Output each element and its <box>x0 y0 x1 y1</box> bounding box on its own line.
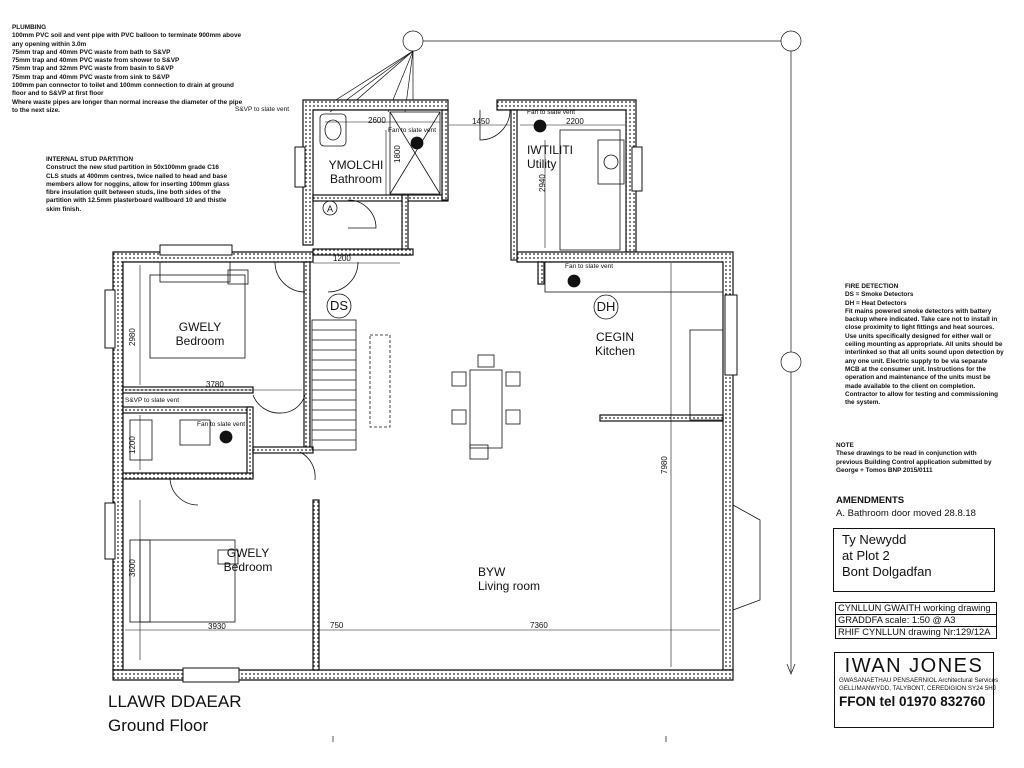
note-line: 100mm pan connector to toilet and 100mm connection to drain at ground <box>12 82 234 90</box>
note-line: Fit mains powered smoke detectors with battery <box>845 307 992 315</box>
room-name-welsh: BYW <box>478 565 506 579</box>
dimension-label: 2980 <box>128 328 137 346</box>
amendment-marker: A <box>327 204 334 214</box>
dimension-label: 750 <box>330 621 344 630</box>
note-line: 75mm trap and 40mm PVC waste from sink to S&VP <box>12 73 170 81</box>
dimension-label: 1200 <box>128 436 137 454</box>
note-line: members allow for noggins, allow for inserting 100mm glass <box>46 180 230 188</box>
note-line: DS = Smoke Detectors <box>845 291 914 299</box>
architect-phone: FFON tel 01970 832760 <box>839 694 986 709</box>
room-label-bedroom-2 <box>218 546 278 574</box>
dimension-label: 1800 <box>393 145 402 163</box>
room-name-welsh: IWTILITI <box>527 143 573 157</box>
note-line: Use units specifically designed for either wall or <box>845 332 992 340</box>
floor-title-english: Ground Floor <box>108 716 209 735</box>
stud-partition-note <box>46 156 246 214</box>
note-line: 100mm PVC soil and vent pipe with PVC balloon to terminate 900mm above <box>12 32 242 40</box>
smoke-detector-label: DS <box>329 298 349 313</box>
drawing-scale: GRADDFA scale: 1:50 @ A3 <box>836 615 996 627</box>
room-name-welsh: GWELY <box>178 320 222 334</box>
note-line: These drawings to be read in conjunction with <box>836 450 977 458</box>
room-name-english: Living room <box>478 579 541 593</box>
note-line: MCB at the consumer unit. Instructions for the <box>845 365 986 373</box>
project-line: Ty Newydd <box>842 532 907 547</box>
svp-label: S&VP to slate vent <box>235 106 290 113</box>
amendment-item: A. Bathroom door moved 28.8.18 <box>836 508 976 519</box>
room-label-bedroom-1 <box>170 320 230 348</box>
note-line: 75mm trap and 32mm PVC waste from basin to S&VP <box>12 65 174 73</box>
stairs <box>312 320 390 450</box>
note-line: DH = Heat Detectors <box>845 299 907 307</box>
room-name-welsh: YMOLCHI <box>328 158 384 172</box>
doors <box>170 110 760 610</box>
note-line: ceiling mounting as appropriate. All units should be <box>845 341 1003 349</box>
note-line: George + Tomos BNP 2015/0111 <box>836 466 933 474</box>
room-name-english: Bedroom <box>175 334 225 348</box>
fan-label: Fan to slate vent <box>197 421 246 428</box>
fire-detection-note <box>845 283 1020 407</box>
dimension-label: 1200 <box>333 254 351 263</box>
note-line: operation and maintenance of the units must be <box>845 374 991 382</box>
amendments-heading: AMENDMENTS <box>836 495 905 506</box>
room-name-welsh: CEGIN <box>595 330 634 344</box>
room-name-english: Kitchen <box>594 344 636 358</box>
heat-detector-label: DH <box>596 299 616 314</box>
dimension-label: 2600 <box>368 116 386 125</box>
room-label-utility <box>527 143 587 171</box>
dimension-label: 1450 <box>472 117 490 126</box>
room-label-bathroom <box>326 158 386 186</box>
drawing-number: RHIF CYNLLUN drawing Nr:129/12A <box>838 627 991 637</box>
note-line: interlinked so that all units sound upon detection by <box>845 349 1004 357</box>
note-line: partition with 12.5mm plasterboard wallboard 10 and thistle <box>46 197 227 205</box>
note-line: skim finish. <box>46 205 82 213</box>
note-line: previous Building Control application submitted by <box>836 458 992 466</box>
dimension-label: 3600 <box>128 559 137 577</box>
dimension-label: 7360 <box>530 621 548 630</box>
room-label-kitchen <box>585 330 645 358</box>
note-line: CLS studs at 400mm centres, twice nailed to head and base <box>46 172 228 180</box>
note-line: fibre insulation quilt between studs, line both sides of the <box>46 189 221 197</box>
drawing-info-block <box>835 602 997 639</box>
project-title-block <box>833 528 995 592</box>
note-line: backup where indicated. Take care not to install in <box>845 316 998 324</box>
note-line: Where waste pipes are longer than normal increase the diameter of the pipe <box>12 98 243 106</box>
room-name-english: Bathroom <box>329 172 383 186</box>
room-name-english: Utility <box>527 157 557 171</box>
architect-address: GELLIMANWYDD, TALYBONT, CEREDIGION SY24 5HJ <box>839 685 996 692</box>
project-line: at Plot 2 <box>842 548 890 563</box>
architect-name: IWAN JONES <box>844 655 984 677</box>
dimension-label: 3930 <box>208 622 226 631</box>
note-line: to the next size. <box>12 106 60 114</box>
fan-label: Fan to slate vent <box>388 127 437 134</box>
note-line: 75mm trap and 40mm PVC waste from shower to S&VP <box>12 57 180 65</box>
note-line: Construct the new stud partition in 50x100mm grade C16 <box>46 164 219 172</box>
svp-label: S&VP to slate vent <box>125 397 180 404</box>
note-line: FIRE DETECTION <box>845 283 899 290</box>
dimension-label: 7980 <box>660 456 669 474</box>
note-line: INTERNAL STUD PARTITION <box>46 156 134 163</box>
note-line: the system. <box>845 399 881 407</box>
note-line: PLUMBING <box>12 24 47 31</box>
project-line: Bont Dolgadfan <box>842 564 932 579</box>
note-line: floor and to S&VP at first floor <box>12 90 104 98</box>
note-line: 75mm trap and 40mm PVC waste from bath to S&VP <box>12 48 171 56</box>
note-line: any opening within 3.0m <box>12 40 87 48</box>
room-name-english: Bedroom <box>223 560 273 574</box>
note-line: close proximity to light fittings and heat sources. <box>845 324 995 332</box>
architect-block <box>834 652 999 728</box>
dining-table <box>452 355 520 459</box>
note-line: any one unit. Electric supply to be via separate <box>845 357 988 365</box>
fan-label: Fan to slate vent <box>527 109 576 116</box>
room-name-welsh: GWELY <box>226 546 270 560</box>
dimension-label: 3780 <box>206 380 224 389</box>
plumbing-note <box>12 24 252 115</box>
fan-label: Fan to slate vent <box>565 263 614 270</box>
room-label-living <box>478 565 554 593</box>
note-line: made available to the client on completion. <box>845 382 976 390</box>
floor-title-welsh: LLAWR DDAEAR <box>108 692 242 711</box>
drawing-type: CYNLLUN GWAITH working drawing <box>836 603 996 615</box>
dimension-label: 2940 <box>538 174 547 192</box>
general-note <box>836 442 1021 475</box>
dimension-label: 2200 <box>566 117 584 126</box>
note-line: NOTE <box>836 442 854 449</box>
note-line: Contractor to allow for testing and commissioning <box>845 390 999 398</box>
architect-services: GWASANAETHAU PENSAERNIOL Architectural Services <box>839 677 999 684</box>
